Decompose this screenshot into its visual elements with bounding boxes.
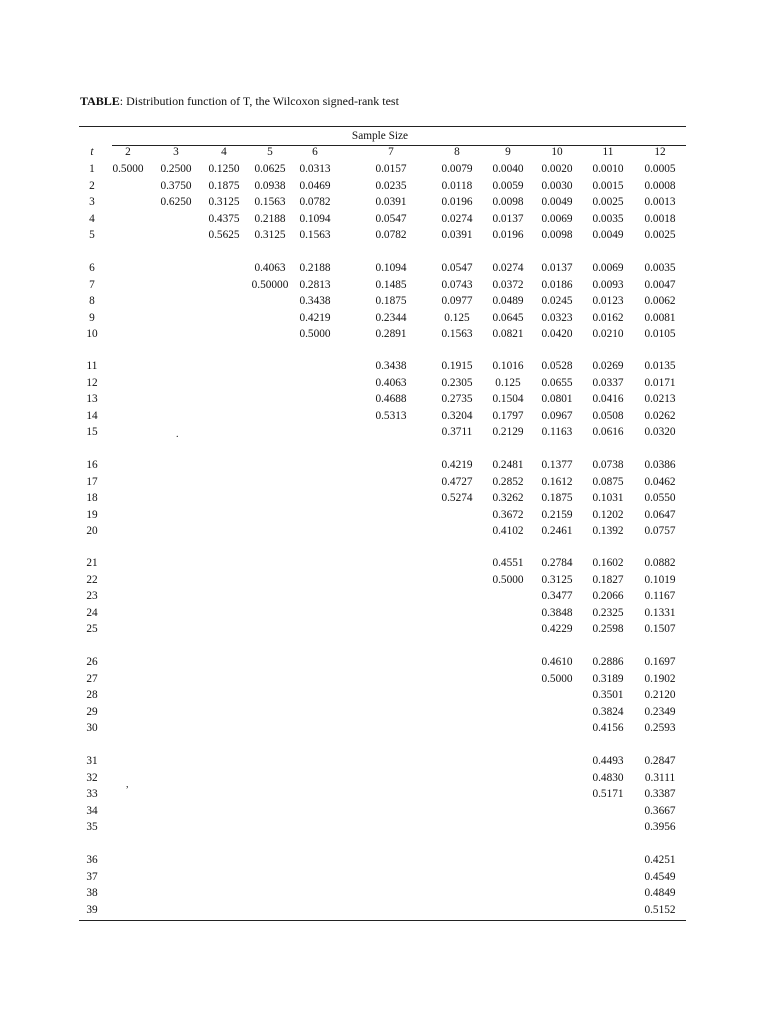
table-cell: 0.2852	[492, 475, 524, 488]
table-cell: 0.1094	[375, 262, 407, 274]
table-cell: 0.0821	[492, 328, 524, 340]
table-cell: 0.1875	[375, 295, 407, 307]
table-cell: 0.0137	[492, 212, 524, 225]
sample-size-label: Sample Size	[351, 130, 409, 142]
row-t-value: 33	[86, 788, 98, 800]
table-cell: 0.0738	[592, 459, 624, 471]
table-cell: 0.0105	[644, 328, 676, 340]
row-t-value: 12	[86, 376, 98, 389]
table-cell: 0.4251	[644, 854, 676, 866]
row-t-value: 27	[86, 672, 98, 685]
table-cell: 0.4493	[592, 755, 624, 767]
table-cell: 0.50000	[251, 278, 289, 291]
row-t-value: 13	[86, 393, 98, 405]
row-t-value: 3	[89, 196, 95, 208]
table-cell: 0.1563	[299, 229, 331, 241]
table-cell: 0.0196	[441, 196, 473, 208]
row-t-value: 23	[86, 590, 98, 602]
top-rule	[79, 126, 686, 127]
table-cell: 0.0469	[299, 179, 331, 192]
row-t-value: 10	[86, 328, 98, 340]
row-t-value: 17	[86, 475, 98, 488]
table-cell: 0.0062	[644, 295, 676, 307]
table-cell: 0.125	[444, 311, 470, 324]
table-cell: 0.0757	[644, 525, 676, 537]
table-cell: 0.2593	[644, 722, 676, 734]
table-cell: 0.0135	[644, 360, 676, 372]
header-sample-size: 4	[221, 146, 227, 158]
table-cell: 0.5000	[492, 573, 524, 586]
table-cell: 0.4219	[441, 459, 473, 471]
header-sample-size: 5	[267, 146, 273, 158]
table-cell: 0.2847	[644, 755, 676, 767]
table-cell: 0.2500	[160, 163, 192, 175]
row-t-value: 22	[86, 573, 98, 586]
table-cell: 0.4063	[375, 376, 407, 389]
table-cell: 0.0508	[592, 409, 624, 422]
header-sample-size: 2	[125, 146, 131, 158]
table-cell: 0.4156	[592, 722, 624, 734]
row-t-value: 11	[86, 360, 98, 372]
table-cell: 0.0323	[541, 311, 573, 324]
speck: ,	[126, 779, 129, 790]
table-cell: 0.1563	[254, 196, 286, 208]
table-cell: 0.3956	[644, 821, 676, 833]
table-cell: 0.3672	[492, 508, 524, 521]
table-cell: 0.0462	[644, 475, 676, 488]
table-cell: 0.3750	[160, 179, 192, 192]
table-cell: 0.0213	[644, 393, 676, 405]
table-cell: 0.0157	[375, 163, 407, 175]
table-cell: 0.0008	[644, 179, 676, 192]
table-cell: 0.0010	[592, 163, 624, 175]
row-t-value: 37	[86, 870, 98, 883]
table-cell: 0.4727	[441, 475, 473, 488]
table-cell: 0.5000	[541, 672, 573, 685]
table-cell: 0.0025	[644, 229, 676, 241]
table-cell: 0.0025	[592, 196, 624, 208]
table-cell: 0.2188	[299, 262, 331, 274]
row-t-value: 24	[86, 606, 98, 619]
row-t-value: 31	[86, 755, 98, 767]
table-cell: 0.0210	[592, 328, 624, 340]
row-t-value: 20	[86, 525, 98, 537]
row-t-value: 1	[89, 163, 95, 175]
table-cell: 0.1392	[592, 525, 624, 537]
row-t-value: 32	[86, 771, 98, 784]
header-sample-size: 10	[551, 146, 563, 158]
table-cell: 0.5313	[375, 409, 407, 422]
table-cell: 0.4375	[208, 212, 240, 225]
table-cell: 0.1875	[541, 492, 573, 504]
table-cell: 0.0035	[644, 262, 676, 274]
row-t-value: 21	[86, 557, 98, 569]
table-cell: 0.1827	[592, 573, 624, 586]
table-cell: 0.1485	[375, 278, 407, 291]
table-cell: 0.5171	[592, 788, 624, 800]
row-t-value: 5	[89, 229, 95, 241]
table-cell: 0.0118	[441, 179, 473, 192]
table-cell: 0.4549	[644, 870, 676, 883]
table-cell: 0.0171	[644, 376, 676, 389]
table-cell: 0.3125	[254, 229, 286, 241]
table-cell: 0.0645	[492, 311, 524, 324]
table-cell: 0.3711	[441, 426, 473, 438]
row-t-value: 6	[89, 262, 95, 274]
table-cell: 0.2481	[492, 459, 524, 471]
bottom-rule	[79, 920, 686, 921]
table-cell: 0.2891	[375, 328, 407, 340]
table-cell: 0.0098	[492, 196, 524, 208]
table-cell: 0.2461	[541, 525, 573, 537]
table-cell: 0.0093	[592, 278, 624, 291]
row-t-value: 19	[86, 508, 98, 521]
table-cell: 0.0123	[592, 295, 624, 307]
table-cell: 0.1094	[299, 212, 331, 225]
table-cell: 0.3477	[541, 590, 573, 602]
table-cell: 0.0162	[592, 311, 624, 324]
table-cell: 0.5274	[441, 492, 473, 504]
row-t-value: 36	[86, 854, 98, 866]
row-t-value: 15	[86, 426, 98, 438]
table-cell: 0.3438	[299, 295, 331, 307]
table-cell: 0.3824	[592, 705, 624, 718]
row-t-value: 39	[86, 903, 98, 916]
row-t-value: 8	[89, 295, 95, 307]
row-t-value: 34	[86, 804, 98, 817]
table-cell: 0.0967	[541, 409, 573, 422]
table-cell: 0.0069	[592, 262, 624, 274]
header-sample-size: 3	[173, 146, 179, 158]
table-cell: 0.6250	[160, 196, 192, 208]
table-cell: 0.1331	[644, 606, 676, 619]
row-t-value: 7	[89, 278, 95, 291]
table-cell: 0.4219	[299, 311, 331, 324]
table-cell: 0.2325	[592, 606, 624, 619]
table-cell: 0.0047	[644, 278, 676, 291]
table-cell: 0.3501	[592, 689, 624, 701]
header-sample-size: 11	[602, 146, 614, 158]
table-cell: 0.0782	[375, 229, 407, 241]
table-cell: 0.0040	[492, 163, 524, 175]
table-cell: 0.5152	[644, 903, 676, 916]
table-cell: 0.0391	[375, 196, 407, 208]
table-cell: 0.0186	[541, 278, 573, 291]
table-cell: 0.2784	[541, 557, 573, 569]
table-cell: 0.1163	[541, 426, 573, 438]
table-cell: 0.2066	[592, 590, 624, 602]
table-cell: 0.1902	[644, 672, 676, 685]
table-cell: 0.0320	[644, 426, 676, 438]
table-title	[80, 94, 399, 109]
table-cell: 0.0882	[644, 557, 676, 569]
table-cell: 0.0196	[492, 229, 524, 241]
table-cell: 0.0547	[375, 212, 407, 225]
row-t-value: 18	[86, 492, 98, 504]
table-cell: 0.0313	[299, 163, 331, 175]
table-cell: 0.1377	[541, 459, 573, 471]
row-t-value: 30	[86, 722, 98, 734]
table-cell: 0.0938	[254, 179, 286, 192]
table-cell: 0.3387	[644, 788, 676, 800]
table-cell: 0.2813	[299, 278, 331, 291]
table-cell: 0.0801	[541, 393, 573, 405]
table-cell: 0.0655	[541, 376, 573, 389]
table-cell: 0.0550	[644, 492, 676, 504]
table-cell: 0.5000	[299, 328, 331, 340]
row-t-value: 9	[89, 311, 95, 324]
table-cell: 0.1019	[644, 573, 676, 586]
table-cell: 0.4830	[592, 771, 624, 784]
table-cell: 0.0616	[592, 426, 624, 438]
table-cell: 0.3125	[208, 196, 240, 208]
table-cell: 0.0647	[644, 508, 676, 521]
table-cell: 0.4102	[492, 525, 524, 537]
table-cell: 0.3111	[644, 771, 676, 784]
table-cell: 0.3204	[441, 409, 473, 422]
table-cell: 0.1875	[208, 179, 240, 192]
table-cell: 0.0977	[441, 295, 473, 307]
table-cell: 0.0015	[592, 179, 624, 192]
table-cell: 0.1602	[592, 557, 624, 569]
row-t-value: 2	[89, 179, 95, 192]
table-cell: 0.0081	[644, 311, 676, 324]
table-cell: 0.0391	[441, 229, 473, 241]
table-cell: 0.0069	[541, 212, 573, 225]
table-cell: 0.0137	[541, 262, 573, 274]
table-cell: 0.0049	[592, 229, 624, 241]
table-cell: 0.0416	[592, 393, 624, 405]
table-cell: 0.0079	[441, 163, 473, 175]
table-cell: 0.0625	[254, 163, 286, 175]
table-cell: 0.3848	[541, 606, 573, 619]
table-cell: 0.0059	[492, 179, 524, 192]
table-cell: 0.0005	[644, 163, 676, 175]
table-cell: 0.1504	[492, 393, 524, 405]
table-cell: 0.3438	[375, 360, 407, 372]
table-cell: 0.1031	[592, 492, 624, 504]
table-cell: 0.0035	[592, 212, 624, 225]
table-cell: 0.0547	[441, 262, 473, 274]
table-cell: 0.1563	[441, 328, 473, 340]
table-cell: 0.125	[495, 376, 521, 389]
table-cell: 0.0020	[541, 163, 573, 175]
header-sample-size: 7	[388, 146, 394, 158]
table-cell: 0.0782	[299, 196, 331, 208]
header-sample-size: 8	[454, 146, 460, 158]
table-cell: 0.0372	[492, 278, 524, 291]
table-cell: 0.2120	[644, 689, 676, 701]
row-t-value: 26	[86, 656, 98, 668]
table-cell: 0.0030	[541, 179, 573, 192]
table-cell: 0.1016	[492, 360, 524, 372]
table-cell: 0.0875	[592, 475, 624, 488]
table-cell: 0.2129	[492, 426, 524, 438]
table-cell: 0.4551	[492, 557, 524, 569]
table-cell: 0.4688	[375, 393, 407, 405]
table-cell: 0.1250	[208, 163, 240, 175]
row-t-value: 16	[86, 459, 98, 471]
header-sample-size: 6	[312, 146, 318, 158]
header-sample-size: 12	[654, 146, 666, 158]
table-cell: 0.3189	[592, 672, 624, 685]
header-sample-size: 9	[505, 146, 511, 158]
table-cell: 0.2886	[592, 656, 624, 668]
table-cell: 0.3667	[644, 804, 676, 817]
table-title-text: : Distribution function of T, the Wilcoxon signed-rank test	[119, 94, 399, 108]
table-cell: 0.3125	[541, 573, 573, 586]
table-cell: 0.4849	[644, 887, 676, 899]
table-cell: 0.0274	[492, 262, 524, 274]
table-cell: 0.3262	[492, 492, 524, 504]
table-cell: 0.0743	[441, 278, 473, 291]
row-t-value: 35	[86, 821, 98, 833]
row-t-value: 14	[86, 409, 98, 422]
table-cell: 0.1167	[644, 590, 676, 602]
table-cell: 0.5625	[208, 229, 240, 241]
table-cell: 0.2159	[541, 508, 573, 521]
table-cell: 0.0386	[644, 459, 676, 471]
table-cell: 0.2349	[644, 705, 676, 718]
table-cell: 0.2305	[441, 376, 473, 389]
table-cell: 0.0013	[644, 196, 676, 208]
table-cell: 0.0245	[541, 295, 573, 307]
table-title-label: TABLE	[80, 94, 120, 108]
row-t-value: 28	[86, 689, 98, 701]
table-cell: 0.2598	[592, 623, 624, 635]
table-cell: 0.0235	[375, 179, 407, 192]
table-cell: 0.2735	[441, 393, 473, 405]
table-cell: 0.4229	[541, 623, 573, 635]
table-cell: 0.1507	[644, 623, 676, 635]
speck: .	[176, 429, 179, 440]
table-cell: 0.0274	[441, 212, 473, 225]
table-cell: 0.2344	[375, 311, 407, 324]
table-cell: 0.1202	[592, 508, 624, 521]
row-t-value: 4	[89, 212, 95, 225]
table-cell: 0.0528	[541, 360, 573, 372]
table-cell: 0.0018	[644, 212, 676, 225]
row-t-value: 25	[86, 623, 98, 635]
table-cell: 0.1697	[644, 656, 676, 668]
table-cell: 0.1915	[441, 360, 473, 372]
table-cell: 0.0269	[592, 360, 624, 372]
table-cell: 0.0262	[644, 409, 676, 422]
table-cell: 0.4610	[541, 656, 573, 668]
table-cell: 0.0337	[592, 376, 624, 389]
table-cell: 0.0098	[541, 229, 573, 241]
table-cell: 0.2188	[254, 212, 286, 225]
header-t: t	[90, 146, 94, 158]
table-cell: 0.0420	[541, 328, 573, 340]
table-cell: 0.0489	[492, 295, 524, 307]
row-t-value: 29	[86, 705, 98, 718]
table-cell: 0.5000	[112, 163, 144, 175]
table-cell: 0.4063	[254, 262, 286, 274]
table-cell: 0.1797	[492, 409, 524, 422]
table-cell: 0.0049	[541, 196, 573, 208]
row-t-value: 38	[86, 887, 98, 899]
table-cell: 0.1612	[541, 475, 573, 488]
group-rule	[112, 145, 686, 146]
